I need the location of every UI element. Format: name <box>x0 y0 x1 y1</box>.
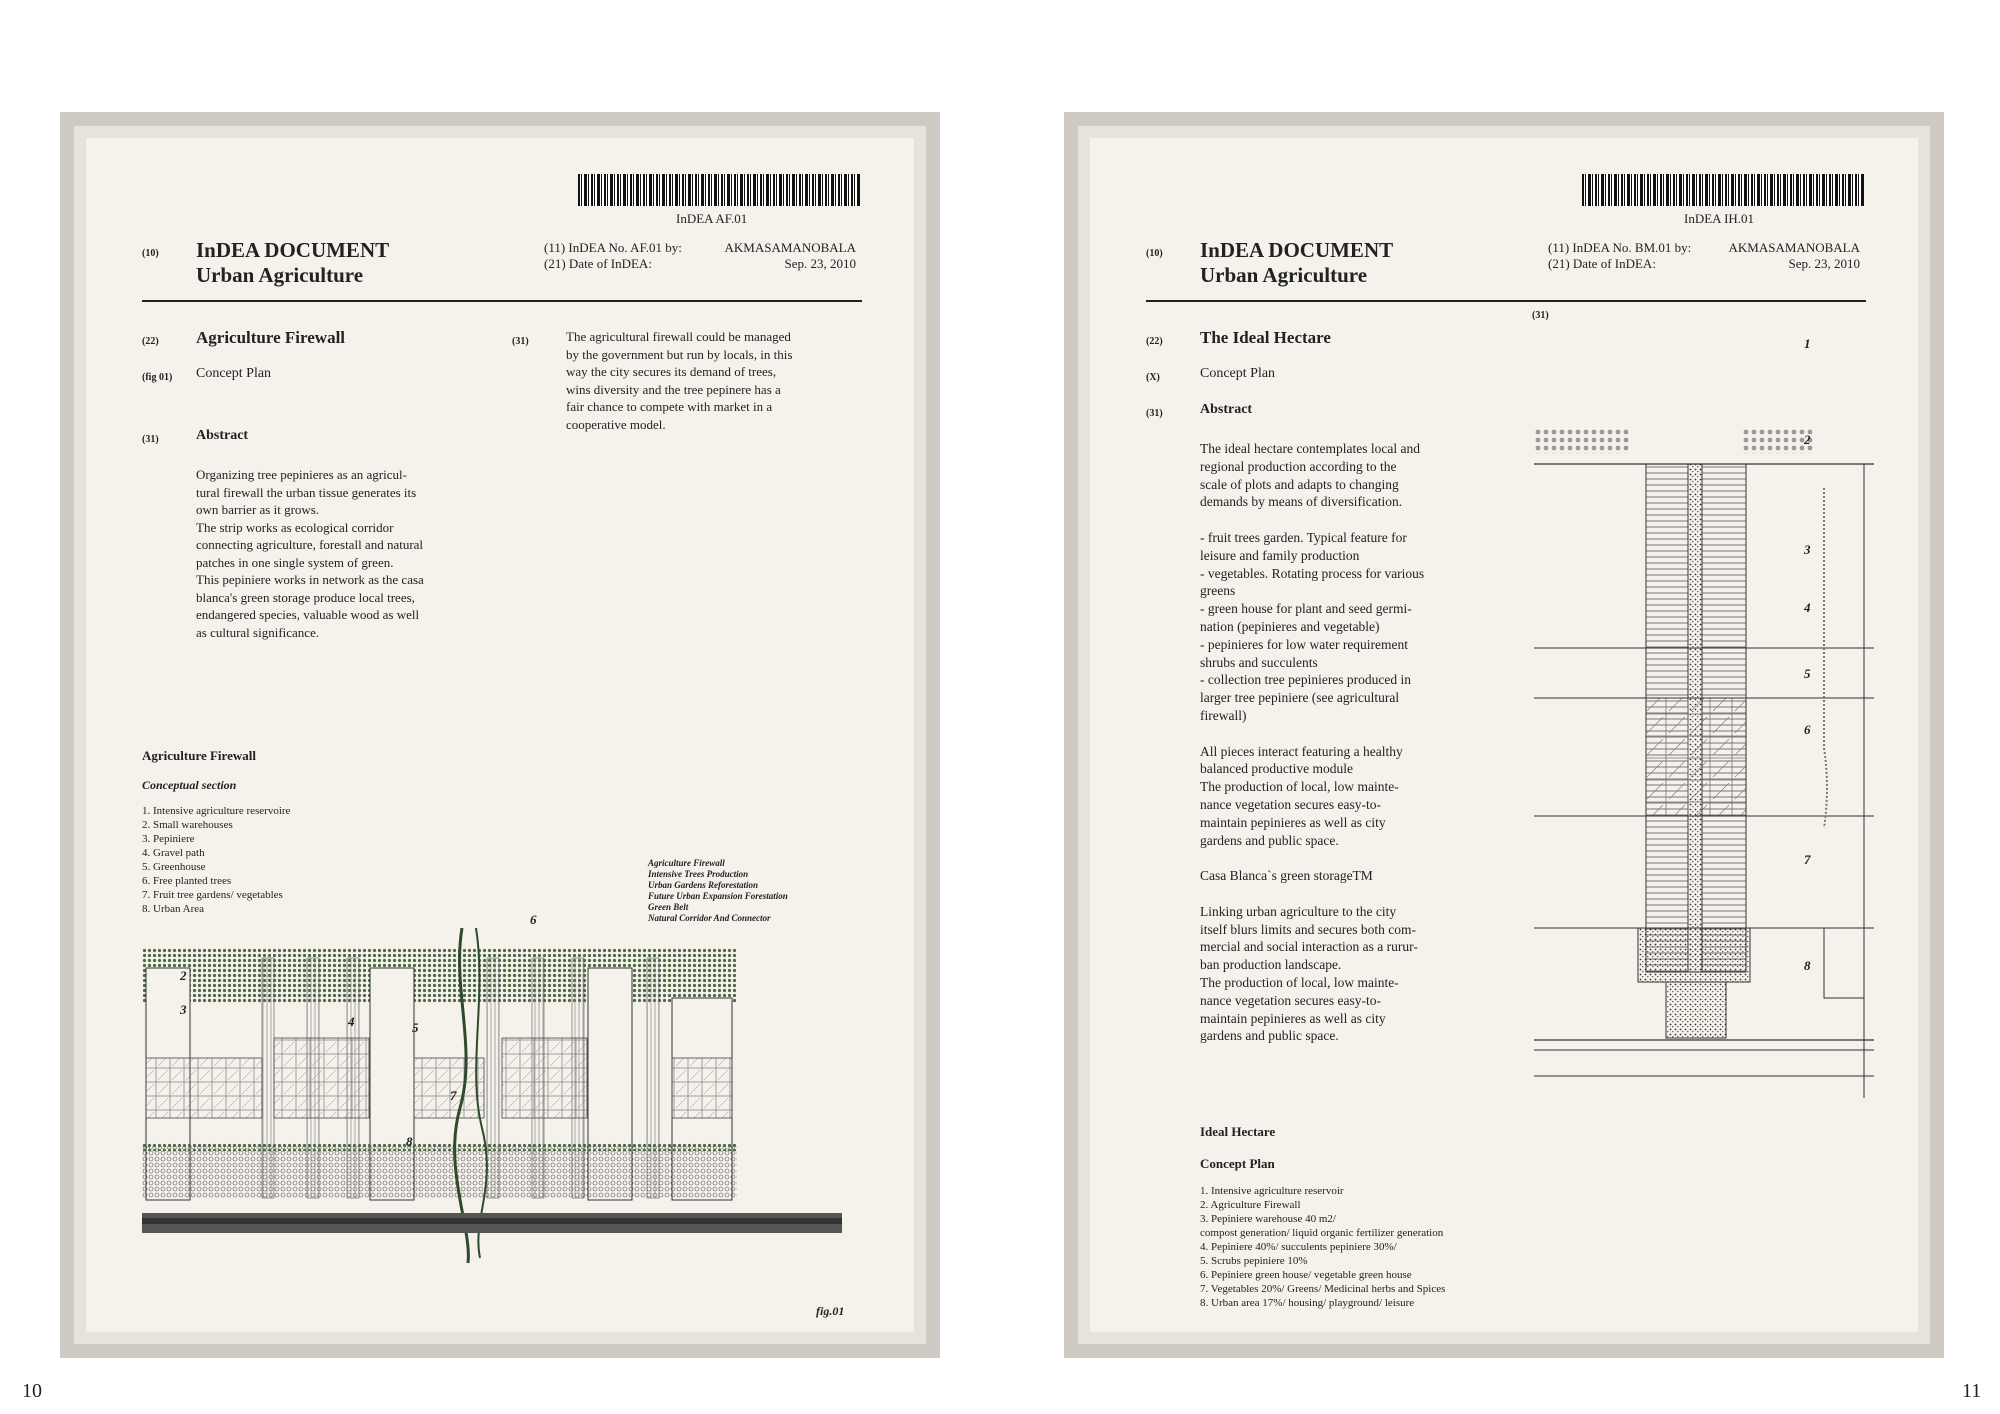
drawing-annotation: Agriculture Firewall Intensive Trees Production Urban Gardens Reforestation Future Urban Expansion Forestation Green Belt Natural Corridor And Connector <box>648 858 788 923</box>
meta-value-date: Sep. 23, 2010 <box>784 256 856 271</box>
drawing-legend: 1. Intensive agriculture reservoire 2. Small warehouses 3. Pepiniere 4. Gravel path 5. Greenhouse 6. Free planted trees 7. Fruit tree gardens/ vegetables 8. Urban Area <box>142 805 291 915</box>
doc-number: (10) <box>142 248 159 259</box>
drawing-title: Agriculture Firewall <box>142 748 256 763</box>
x-number: (X) <box>1146 372 1160 383</box>
meta-label-date: (21) Date of InDEA: <box>1548 256 1656 271</box>
section-title: The Ideal Hectare <box>1200 328 1331 347</box>
barcode-code: InDEA AF.01 <box>676 211 748 226</box>
left-paper <box>86 138 914 1332</box>
page-number-right: 11 <box>1962 1380 1982 1402</box>
barcode-image <box>1582 174 1864 206</box>
fig-caption: fig.01 <box>816 1304 845 1318</box>
plan-label-2: 2 <box>1804 432 1811 447</box>
plan-label-7: 7 <box>1804 852 1811 867</box>
meta-value-author: AKMASAMANOBALA <box>1728 240 1860 255</box>
header-rule <box>142 300 862 302</box>
section-title: Agriculture Firewall <box>196 328 346 347</box>
meta-label-number: (11) InDEA No. BM.01 by: <box>1548 240 1692 255</box>
meta-values <box>686 240 856 272</box>
fig-label: Concept Plan <box>196 366 272 381</box>
plan-label-6: 6 <box>1804 722 1811 737</box>
doc-title-line-1: InDEA DOCUMENT <box>196 238 390 262</box>
abstract-heading: Abstract <box>196 428 249 443</box>
right-paper <box>1090 138 1918 1332</box>
barcode-code: InDEA IH.01 <box>1684 211 1755 226</box>
doc-title <box>196 238 389 288</box>
meta-label-number: (11) InDEA No. AF.01 by: <box>544 240 682 255</box>
plan-label-1: 1 <box>1804 336 1811 351</box>
drawing-label-5: 5 <box>412 1020 419 1035</box>
drawing-label-6: 6 <box>530 912 537 927</box>
agriculture-firewall-section-drawing <box>142 928 842 1273</box>
drawing-number: (31) <box>1532 310 1549 321</box>
abstract-number: (31) <box>1146 408 1163 419</box>
abstract-number: (31) <box>142 434 159 445</box>
left-document-sheet <box>60 112 940 1358</box>
right-column-text: The agricultural firewall could be managed by the government but run by locals, in this way the city secures its demand of trees, wins diversity and the tree pepinere has a fair chance to compete with market in a cooperative model. <box>566 329 793 432</box>
plan-label-8: 8 <box>1804 958 1811 973</box>
abstract-heading: Abstract <box>1200 402 1253 417</box>
drawing-label-2: 2 <box>180 968 187 983</box>
concept-plan-label: Concept Plan <box>1200 366 1276 381</box>
meta-value-author: AKMASAMANOBALA <box>724 240 856 255</box>
meta-labels <box>544 240 682 272</box>
abstract-text: Organizing tree pepinieres as an agricul- tural firewall the urban tissue generates its own barrier as it grows. The strip works as ecological corridor connecting agriculture, forestall and natural patches in one single system of green. This pepiniere works in network as the casa blanca's green storage produce local trees, endangered species, valuable wood as well as cultural significance. <box>196 467 424 640</box>
meta-label-date: (21) Date of InDEA: <box>544 256 652 271</box>
meta-values <box>1690 240 1860 272</box>
plan-label-4: 4 <box>1804 600 1811 615</box>
doc-title <box>1200 238 1393 288</box>
ideal-hectare-plan-drawing <box>1534 428 1874 1098</box>
right-document-sheet <box>1064 112 1944 1358</box>
meta-labels <box>1548 240 1691 272</box>
abstract-text: The ideal hectare contemplates local and regional production according to the scale of plots and adapts to changing demands by means of diversification. - fruit trees garden. Typical feature for leisure and family production - vegetables. Rotating process for various greens - green house for plant and seed germi- nation (pepinieres and vegetable) - pepinieres for low water requirement shrubs and succulents - collection tree pepinieres produced in larger tree pepiniere (see agricultural firewall) All pieces interact featuring a healthy balanced productive module The production of local, low mainte- nance vegetation secures easy-to- maintain pepinieres as well as city gardens and public space. Casa Blanca`s green storageTM Linking urban agriculture to the city itself blurs limits and secures both com- mercial and social interaction as a rurur- ban production landscape. The production of local, low mainte- nance vegetation secures easy-to- maintain pepinieres as well as city gardens and public space. <box>1200 441 1425 1044</box>
doc-title-line-2: Urban Agriculture <box>196 263 364 287</box>
right-column-number: (31) <box>512 336 529 347</box>
page-number-left: 10 <box>22 1380 42 1402</box>
drawing-label-3: 3 <box>180 1002 187 1017</box>
plan-label-3: 3 <box>1804 542 1811 557</box>
section-number: (22) <box>1146 336 1163 347</box>
fig-number: (fig 01) <box>142 372 173 383</box>
drawing-subtitle: Conceptual section <box>142 778 237 792</box>
plan-title: Ideal Hectare <box>1200 1124 1276 1139</box>
plan-label-5: 5 <box>1804 666 1811 681</box>
doc-title-line-2: Urban Agriculture <box>1200 263 1368 287</box>
drawing-label-8: 8 <box>406 1134 413 1149</box>
drawing-label-4: 4 <box>348 1014 355 1029</box>
plan-subtitle: Concept Plan <box>1200 1156 1275 1171</box>
section-number: (22) <box>142 336 159 347</box>
plan-legend: 1. Intensive agriculture reservoir 2. Agriculture Firewall 3. Pepiniere warehouse 40 m2/ compost generation/ liquid organic fertilizer generation 4. Pepiniere 40%/ succulents pepiniere 30%/ 5. Scrubs pepiniere 10% 6. Pepiniere green house/ vegetable green house 7. Vegetables 20%/ Greens/ Medicinal herbs and Spices 8. Urban area 17%/ housing/ playground/ leisure <box>1200 1185 1446 1309</box>
drawing-label-7: 7 <box>450 1088 457 1103</box>
barcode-image <box>578 174 860 206</box>
doc-number: (10) <box>1146 248 1163 259</box>
header-rule <box>1146 300 1866 302</box>
doc-title-line-1: InDEA DOCUMENT <box>1200 238 1394 262</box>
meta-value-date: Sep. 23, 2010 <box>1788 256 1860 271</box>
